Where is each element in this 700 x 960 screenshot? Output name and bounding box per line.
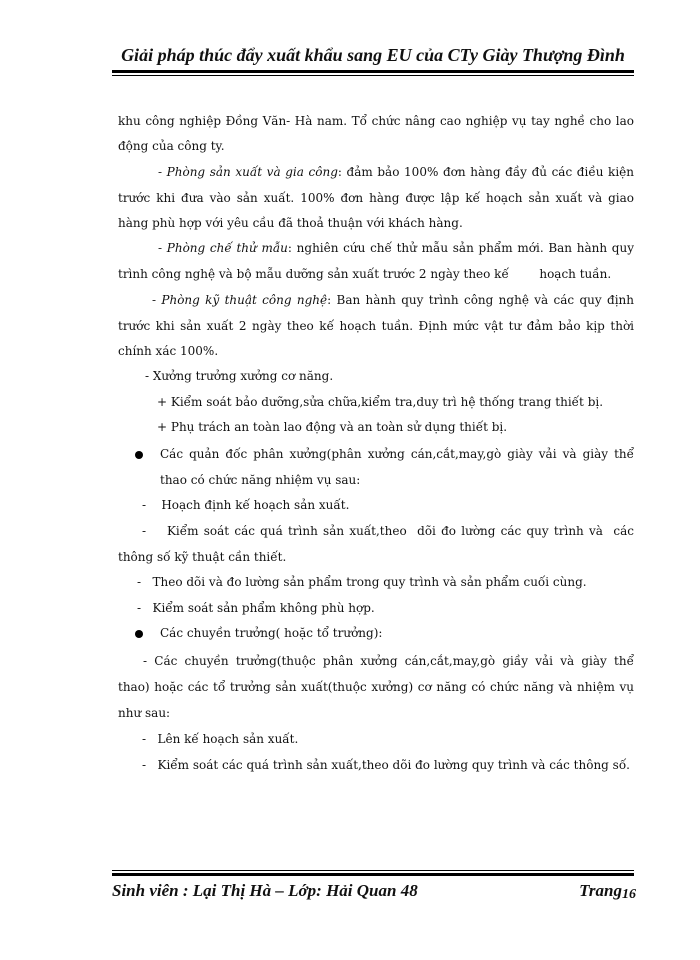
page-header-title: Giải pháp thúc đẩy xuất khẩu sang EU của CTy Giày Thượng Đình [121,45,625,65]
text-line: Các chuyền trưởng( hoặc tổ trưởng): [160,626,383,640]
text-line: - Kiểm soát sản phẩm không phù hợp. [137,601,375,615]
text-line [152,292,634,308]
text-line: - Lên kế hoạch sản xuất. [142,732,299,746]
text-line: - Kiểm soát các quá trình sản xuất,theo dõi đo lường quy trình và các thông số. [142,758,630,772]
section-label-production: - Phòng sản xuất và gia công [158,165,338,179]
page-footer [112,880,634,904]
bullet-icon [135,451,143,459]
text-line: + Kiểm soát bảo dưỡng,sửa chữa,kiểm tra,duy trì hệ thống trang thiết bị. [157,395,604,409]
bullet-icon [135,630,143,638]
text-line: như sau: [118,706,171,720]
text-line: Các quản đốc phân xưởng(phân xưởng cán,cắt,may,gò giày vải và giày thể [160,447,634,461]
section-label-technology: - Phòng kỹ thuật công nghệ [152,293,328,307]
text-line: khu công nghiệp Đồng Văn- Hà nam. Tổ chức nâng cao nghiệp vụ tay nghề cho lao [118,114,634,128]
text-line: + Phụ trách an toàn lao động và an toàn sử dụng thiết bị. [157,420,508,434]
text-line: trước khi sản xuất 2 ngày theo kế hoạch tuần. Định mức vật tư đảm bảo kịp thời [118,319,634,333]
text-line: thông số kỹ thuật cần thiết. [118,550,287,564]
footer-rule-thick [112,873,634,876]
text-fragment: : Ban hành quy trình công nghệ và các quy định [327,293,634,307]
text-line [158,164,634,180]
footer-page-label: Trang [579,881,622,900]
text-fragment: : đảm bảo 100% đơn hàng đầy đủ các điều kiện [337,165,634,179]
text-line: - Xưởng trưởng xưởng cơ năng. [145,369,334,383]
header-rule-thick [112,70,634,73]
text-fragment: : nghiên cứu chế thử mẫu sản phẩm mới. Ban hành quy [287,241,634,255]
text-line: thao có chức năng nhiệm vụ sau: [160,473,361,487]
text-line: - Theo dõi và đo lường sản phẩm trong quy trình và sản phẩm cuối cùng. [137,575,587,589]
text-line: trình công nghệ và bộ mẫu dưỡng sản xuất trước 2 ngày theo kế hoạch tuần. [118,267,612,281]
text-line: - Kiểm soát các quá trình sản xuất,theo dõi đo lường các quy trình và các [142,524,634,538]
footer-rule-thin [112,870,634,871]
header-rule-thin [112,75,634,76]
text-line: chính xác 100%. [118,344,219,358]
text-line: hàng phù hợp với yêu cầu đã thoả thuận với khách hàng. [118,216,463,230]
text-line: thao) hoặc các tổ trưởng sản xuất(thuộc xưởng) cơ năng có chức năng và nhiệm vụ [118,680,634,694]
footer-author: Sinh viên : Lại Thị Hà – Lớp: Hải Quan 48 [112,881,418,900]
footer-page-number: 16 [622,887,636,902]
section-label-prototype: - Phòng chế thử mẫu [158,241,288,255]
text-line: động của công ty. [118,139,225,153]
text-line [158,240,634,256]
text-line: - Các chuyền trưởng(thuộc phân xưởng cán,cắt,may,gò giầy vải và giày thể [143,654,634,668]
text-line: trước khi đưa vào sản xuất. 100% đơn hàng được lập kế hoạch sản xuất và giao [118,191,634,205]
text-line: - Hoạch định kế hoạch sản xuất. [142,498,350,512]
